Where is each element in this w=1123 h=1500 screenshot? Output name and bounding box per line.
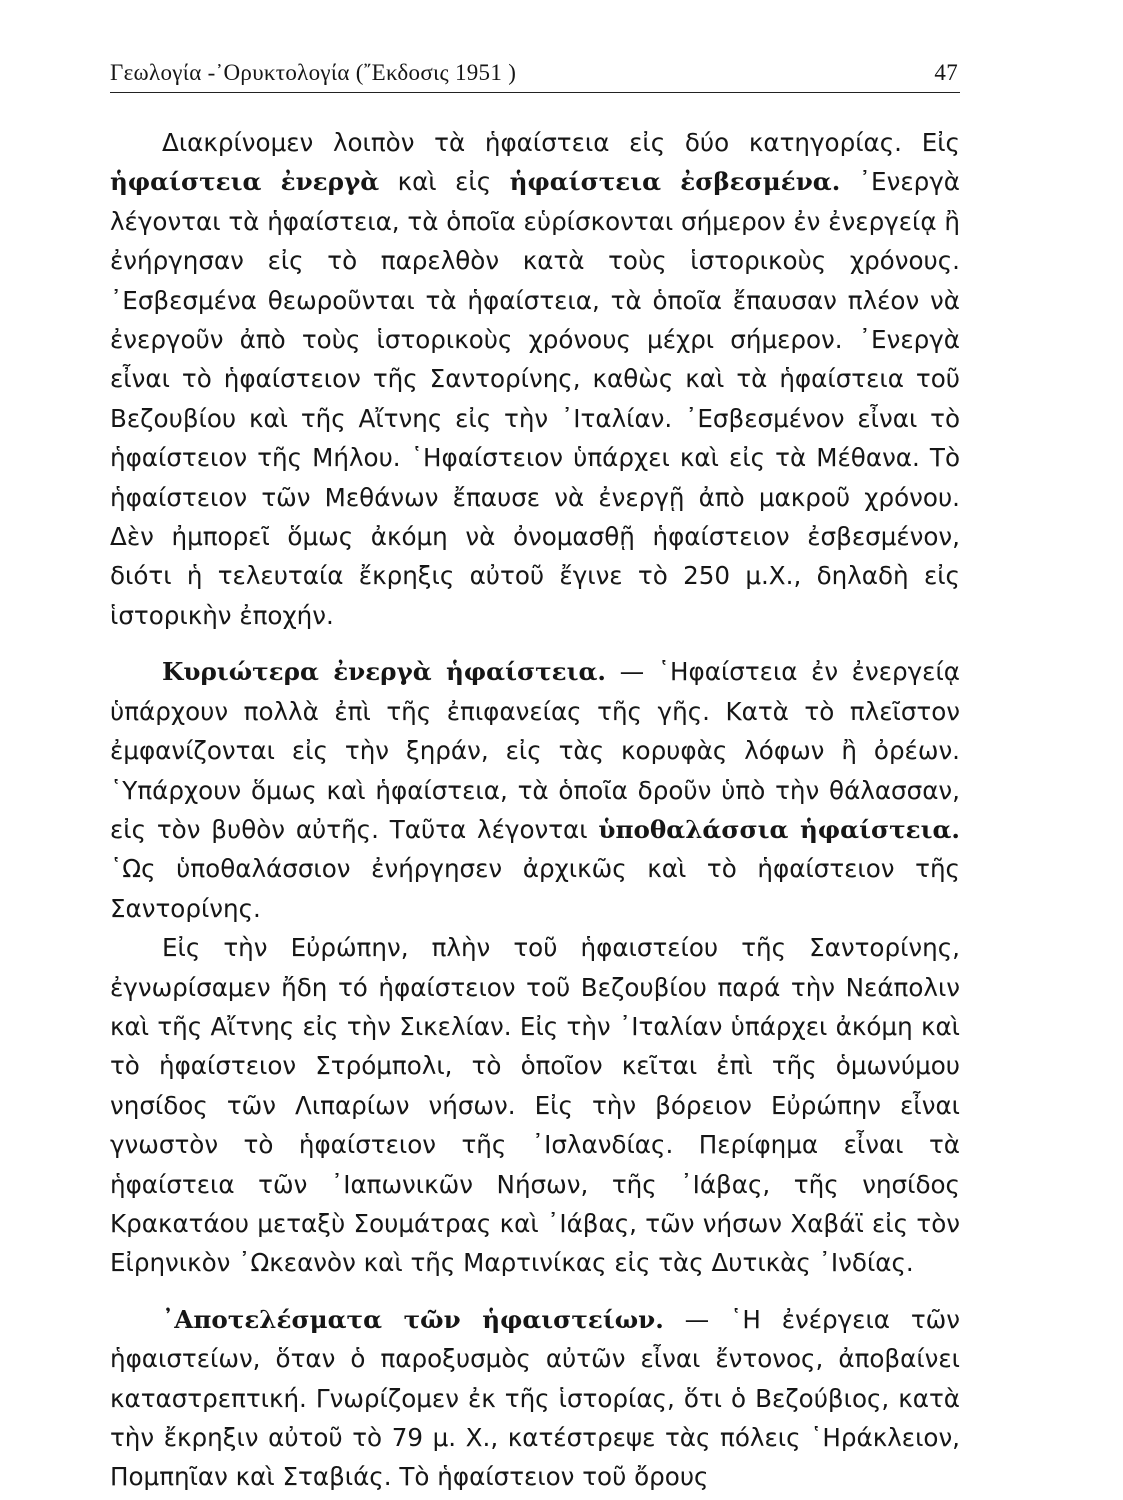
text-run: Διακρίνομεν λοιπὸν τὰ ἡφαίστεια εἰς δύο κατηγορίας. Εἰς — [162, 128, 960, 157]
text-run: Εἰς τὴν Εὐρώπην, πλὴν τοῦ ἡφαιστείου τῆς Σαντορίνης, ἐγνωρίσαμεν ἤδη τό ἡφαίστειον τοῦ Βεζουβίου παρά τὴν Νεάπολιν καὶ τῆς Αἴτνης εἰς τὴν Σικελίαν. Εἰς τὴν ᾿Ιταλίαν ὑπάρχει ἀκόμη καὶ τὸ ἡφαίστειον Στρόμπολι, τὸ ὁποῖον κεῖται ἐπὶ τῆς ὁμωνύμου νησίδος τῶν Λιπαρίων νήσων. Εἰς τὴν βόρειον Εὐρώπην εἶναι γνωστὸν τὸ ἡφαίστειον τῆς ᾿Ισλανδίας. Περίφημα εἶναι τὰ ἡφαίστεια τῶν ᾿Ιαπωνικῶν Νήσων, τῆς ᾿Ιάβας, τῆς νησίδος Κρακατάου μεταξὺ Σουμάτρας καὶ ᾿Ιάβας, τῶν νήσων Χαβάϊ εἰς τὸν Εἰρηνικὸν ᾿Ωκεανὸν καὶ τῆς Μαρτινίκας εἰς τὰς Δυτικὰς ᾿Ινδίας. — [110, 933, 960, 1278]
paragraph-effects-of-volcanoes — [110, 1300, 960, 1497]
document-page — [110, 60, 960, 1497]
bold-term: ἡφαίστεια ἐνεργὰ — [110, 167, 380, 197]
body-text — [110, 123, 960, 1497]
page-number: 47 — [934, 60, 958, 85]
paragraph-main-active-volcanoes — [110, 652, 960, 928]
bold-term: ἡφαίστεια ἐσβεσμένα. — [509, 167, 841, 197]
text-run: ῾Ως ὑποθαλάσσιον ἐνήργησεν ἀρχικῶς καὶ τὸ ἡφαίστειον τῆς Σαντορίνης. — [110, 854, 960, 923]
text-run: καὶ εἰς — [379, 167, 510, 197]
paragraph-volcanoes-of-europe-and-world — [110, 928, 960, 1283]
running-header — [110, 60, 960, 93]
paragraph-volcano-categories — [110, 123, 960, 635]
text-run: ᾿Ενεργὰ λέγονται τὰ ἡφαίστεια, τὰ ὁποῖα εὑρίσκονται σήμερον ἐν ἐνεργείᾳ ἢ ἐνήργησαν εἰς τὸ παρελθὸν κατὰ τοὺς ἱστορικοὺς χρόνους. ᾿Εσβεσμένα θεωροῦνται τὰ ἡφαίστεια, τὰ ὁποῖα ἔπαυσαν πλέον νὰ ἐνεργοῦν ἀπὸ τοὺς ἱστορικοὺς χρόνους μέχρι σήμερον. ᾿Ενεργὰ εἶναι τὸ ἡφαίστειον τῆς Σαντορίνης, καθὼς καὶ τὰ ἡφαίστεια τοῦ Βεζουβίου καὶ τῆς Αἴτνης εἰς τὴν ᾿Ιταλίαν. ᾿Εσβεσμένον εἶναι τὸ ἡφαίστειον τῆς Μήλου. ῾Ηφαίστειον ὑπάρχει καὶ εἰς τὰ Μέθανα. Τὸ ἡφαίστειον τῶν Μεθάνων ἔπαυσε νὰ ἐνεργῇ ἀπὸ μακροῦ χρόνου. Δὲν ἠμπορεῖ ὅμως ἀκόμη νὰ ὀνομασθῇ ἡφαίστειον ἐσβεσμένον, διότι ἡ τελευταία ἔκρηξις αὐτοῦ ἔγινε τὸ 250 μ.Χ., δηλαδὴ εἰς ἱστορικὴν ἐποχήν. — [110, 167, 960, 630]
bold-term: Κυριώτερα ἐνεργὰ ἡφαίστεια. — [162, 657, 606, 687]
text-run: — ῾Ηφαίστεια ἐν ἐνεργείᾳ ὑπάρχουν πολλὰ ἐπὶ τῆς ἐπιφανείας τῆς γῆς. Κατὰ τὸ πλεῖστον ἐμφανίζονται εἰς τὴν ξηράν, εἰς τὰς κορυφὰς λόφων ἢ ὀρέων. ῾Υπάρχουν ὅμως καὶ ἡφαίστεια, τὰ ὁποῖα δροῦν ὑπὸ τὴν θάλασσαν, εἰς τὸν βυθὸν αὐτῆς. Ταῦτα λέγονται — [110, 657, 961, 844]
text-run: — ῾Η ἐνέργεια τῶν ἡφαιστείων, ὅταν ὁ παροξυσμὸς αὐτῶν εἶναι ἔντονος, ἀποβαίνει καταστρεπτική. Γνωρίζομεν ἐκ τῆς ἱστορίας, ὅτι ὁ Βεζούβιος, κατὰ τὴν ἔκρηξιν αὐτοῦ τὸ 79 μ. Χ., κατέστρεψε τὰς πόλεις ῾Ηράκλειον, Πομπηῖαν καὶ Σταβιάς. Τὸ ἡφαίστειον τοῦ ὄρους — [110, 1304, 960, 1492]
bold-term: ὑποθαλάσσια ἡφαίστεια. — [598, 814, 960, 844]
running-title: Γεωλογία -᾿Ορυκτολογία (῎Εκδοσις 1951 ) — [110, 60, 517, 85]
bold-term: ᾿Αποτελέσματα τῶν ἡφαιστείων. — [162, 1304, 664, 1334]
